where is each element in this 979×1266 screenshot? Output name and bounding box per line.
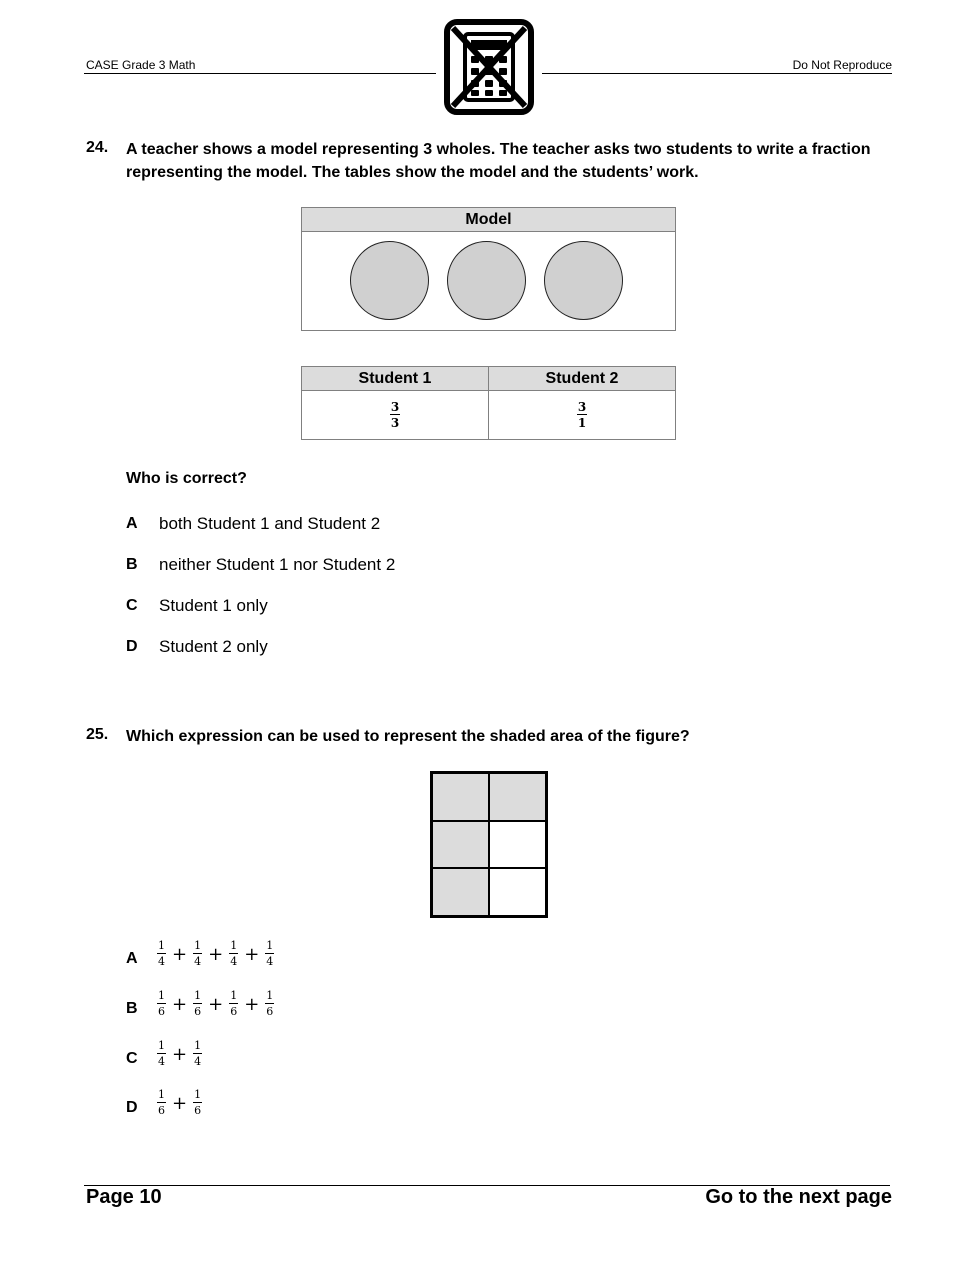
fraction: $\frac{3}{1}$ [577,400,587,430]
fraction: $\frac{1}{6}$ [158,1088,165,1117]
whole-circle [350,241,429,320]
plus-sign: + [172,1043,188,1065]
fraction: $\frac{1}{4}$ [194,1039,202,1068]
no-calculator-icon [443,18,535,116]
plus-sign: + [172,1092,188,1114]
header-right-text: Do Not Reproduce [792,58,892,72]
fraction: $\frac{1}{4}$ [158,939,165,968]
q25-option-a-letter[interactable]: A [126,950,138,967]
figure-cell [432,773,489,821]
fraction: $\frac{1}{6}$ [230,989,238,1018]
plus-sign: + [172,993,188,1015]
q24-option-d-letter[interactable]: D [126,638,138,655]
q24-option-c-letter[interactable]: C [126,597,138,614]
page-number: Page 10 [86,1186,162,1208]
student-2-header: Student 2 [489,367,676,391]
q24-option-b-letter[interactable]: B [126,556,138,573]
fraction: $\frac{1}{4}$ [194,939,202,968]
fraction: $\frac{1}{4}$ [230,939,238,968]
fraction: $\frac{1}{6}$ [266,989,274,1018]
figure-cell [432,868,489,916]
q25-option-b-letter[interactable]: B [126,1000,138,1017]
plus-sign: + [208,943,224,965]
figure-cell [489,821,546,869]
fraction: $\frac{1}{4}$ [158,1039,165,1068]
whole-circle [544,241,623,320]
q24-option-a-letter[interactable]: A [126,515,138,532]
student-1-answer [302,391,489,440]
model-circles-cell [302,232,676,331]
fraction: $\frac{1}{4}$ [266,939,274,968]
header-rule-right [542,73,892,74]
shaded-figure [430,771,548,918]
q25-option-c-letter[interactable]: C [126,1050,138,1067]
figure-cell [432,821,489,869]
fraction: $\frac{1}{6}$ [158,989,165,1018]
fraction: $\frac{1}{6}$ [194,1088,202,1117]
q24-number: 24. [86,139,109,156]
q25-number: 25. [86,726,109,743]
plus-sign: + [244,993,260,1015]
whole-circle [447,241,526,320]
q25-option-b-expression[interactable] [157,990,274,1018]
q25-option-d-expression[interactable] [157,1089,202,1117]
model-header: Model [302,208,676,232]
q25-text: Which expression can be used to represent the shaded area of the figure? [126,728,690,745]
plus-sign: + [172,943,188,965]
next-page-label: Go to the next page [705,1186,892,1208]
header-left-text: CASE Grade 3 Math [86,58,196,72]
q24-option-c-text[interactable]: Student 1 only [159,596,268,615]
q25-option-d-letter[interactable]: D [126,1099,138,1116]
q24-text: A teacher shows a model representing 3 wholes. The teacher asks two students to write a fraction representing the model. The tables show the model and the students’ work. [126,141,871,181]
plus-sign: + [208,993,224,1015]
plus-sign: + [244,943,260,965]
q24-option-a-text[interactable]: both Student 1 and Student 2 [159,514,381,533]
header-rule-left [84,73,436,74]
q25-option-c-expression[interactable] [157,1040,202,1068]
q24-option-b-text[interactable]: neither Student 1 nor Student 2 [159,555,396,574]
figure-cell [489,773,546,821]
fraction: $\frac{3}{3}$ [390,400,400,430]
student-2-answer [489,391,676,440]
figure-cell [489,868,546,916]
q24-prompt: Who is correct? [126,470,247,487]
q24-option-d-text[interactable]: Student 2 only [159,637,268,656]
students-table [301,366,676,440]
student-1-header: Student 1 [302,367,489,391]
q25-option-a-expression[interactable] [157,940,274,968]
model-table [301,207,676,331]
fraction: $\frac{1}{6}$ [194,989,202,1018]
